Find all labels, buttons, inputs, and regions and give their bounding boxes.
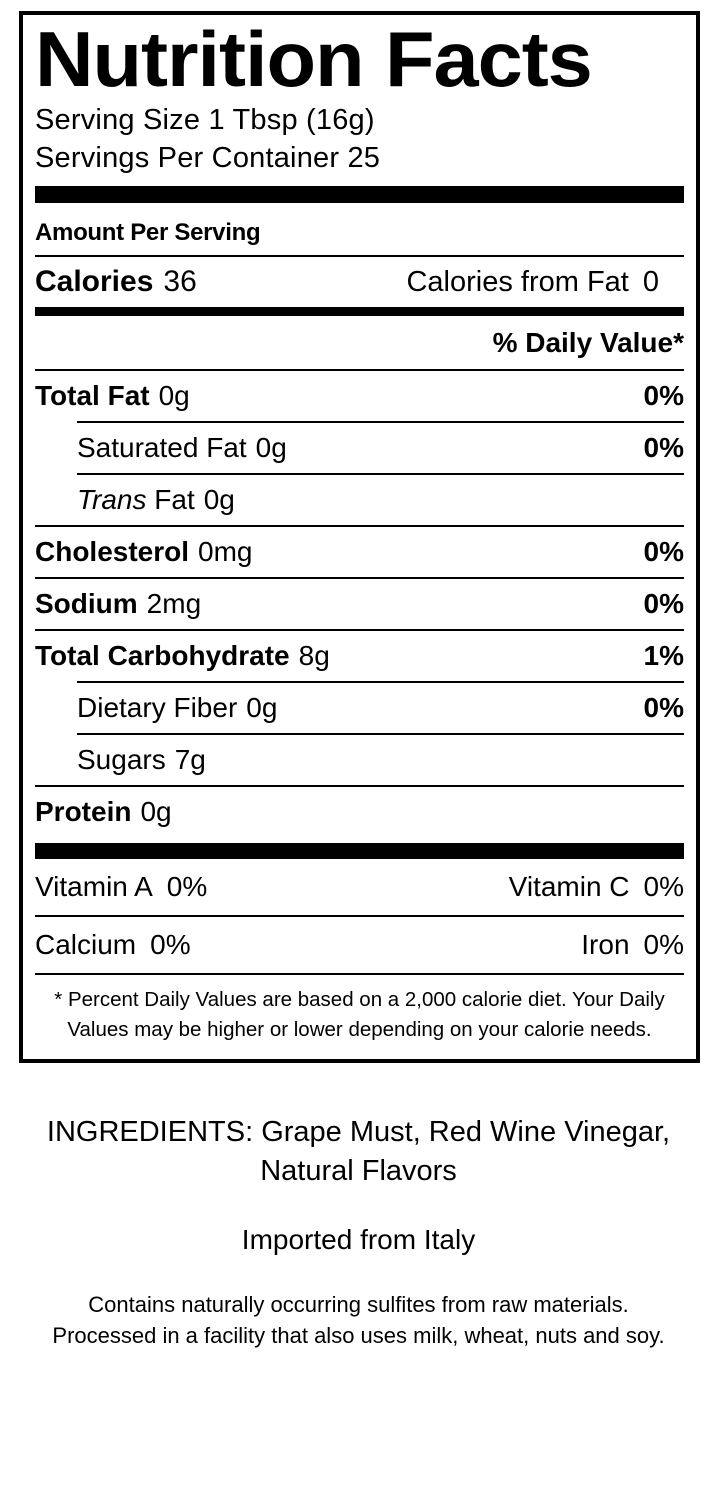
nutrient-amount: 8g (298, 640, 330, 671)
nutrient-amount: 0g (140, 796, 172, 827)
amount-per-serving-heading: Amount Per Serving (35, 219, 261, 246)
calories-label: Calories (35, 265, 154, 298)
nutrient-percent: 0% (643, 432, 684, 463)
daily-value-footnote (35, 973, 684, 1059)
below-label-text (0, 1113, 717, 1351)
nutrition-facts-title: Nutrition Facts (35, 15, 592, 103)
nutrient-name: Cholesterol (35, 536, 190, 567)
micro-row-minerals (35, 915, 684, 973)
micro-name: Calcium (35, 929, 137, 960)
nutrient-percent: 1% (643, 640, 684, 671)
nutrient-name: Saturated Fat (77, 432, 247, 463)
footnote-line-2: Values may be higher or lower depending on your calorie needs. (67, 1018, 652, 1041)
nutrient-name: Trans Fat (77, 484, 195, 515)
allergen-statement (0, 1289, 717, 1351)
nutrient-row-sodium (35, 577, 684, 629)
ingredients-line-2: Natural Flavors (260, 1155, 457, 1187)
footnote-line-1: * Percent Daily Values are based on a 2,000 calorie diet. Your Daily (54, 988, 665, 1011)
origin-statement: Imported from Italy (241, 1224, 476, 1255)
daily-value-header: % Daily Value* (492, 327, 684, 358)
nutrient-percent: 0% (643, 588, 684, 619)
ingredients-statement (0, 1113, 717, 1191)
nutrient-row-saturated-fat (77, 421, 684, 473)
nutrient-amount: 0g (203, 484, 235, 515)
medium-divider-bar (35, 307, 684, 316)
nutrient-amount: 0g (246, 692, 278, 723)
nutrient-percent: 0% (643, 692, 684, 723)
nutrition-facts-label (19, 11, 700, 1063)
micro-name: Iron (581, 929, 630, 960)
micro-value: 0% (166, 871, 208, 902)
calories-from-fat-value: 0 (642, 266, 659, 298)
nutrient-name: Protein (35, 796, 132, 827)
calories-value: 36 (163, 265, 197, 298)
calories-row (35, 255, 684, 307)
calories-from-fat-label: Calories from Fat (406, 266, 629, 298)
calories-left (35, 264, 197, 300)
nutrient-row-protein (35, 785, 684, 837)
allergen-line-2: Processed in a facility that also uses milk, wheat, nuts and soy. (52, 1323, 665, 1348)
nutrient-row-cholesterol (35, 525, 684, 577)
serving-size-line: Serving Size 1 Tbsp (16g) (35, 104, 375, 136)
nutrient-name: Total Carbohydrate (35, 640, 290, 671)
nutrient-row-sugars (77, 733, 684, 785)
micro-row-vitamins (35, 859, 684, 915)
nutrient-amount: 2mg (146, 588, 202, 619)
nutrient-amount: 0g (158, 380, 190, 411)
nutrient-name: Total Fat (35, 380, 150, 411)
micro-name: Vitamin A (35, 871, 153, 902)
nutrient-name: Sugars (77, 744, 166, 775)
micro-name: Vitamin C (508, 871, 630, 902)
calories-from-fat (406, 264, 659, 300)
micro-value: 0% (643, 871, 684, 902)
nutrient-amount: 0g (255, 432, 287, 463)
nutrient-row-dietary-fiber (77, 681, 684, 733)
nutrient-percent: 0% (643, 536, 684, 567)
nutrient-amount: 0mg (198, 536, 253, 567)
thick-divider-bar-top (35, 186, 684, 203)
nutrient-percent: 0% (643, 380, 684, 411)
thick-divider-bar-bottom (35, 843, 684, 859)
servings-per-container-line: Servings Per Container 25 (35, 142, 381, 174)
micro-value: 0% (643, 929, 684, 960)
nutrient-row-total-carbohydrate (35, 629, 684, 681)
nutrient-row-trans-fat (77, 473, 684, 525)
nutrient-amount: 7g (174, 744, 206, 775)
nutrient-name: Sodium (35, 588, 138, 619)
nutrient-name: Dietary Fiber (77, 692, 238, 723)
ingredients-line-1: INGREDIENTS: Grape Must, Red Wine Vinegar, (46, 1116, 671, 1148)
micro-value: 0% (150, 929, 191, 960)
nutrient-row-total-fat (35, 369, 684, 421)
allergen-line-1: Contains naturally occurring sulfites from raw materials. (88, 1292, 629, 1317)
